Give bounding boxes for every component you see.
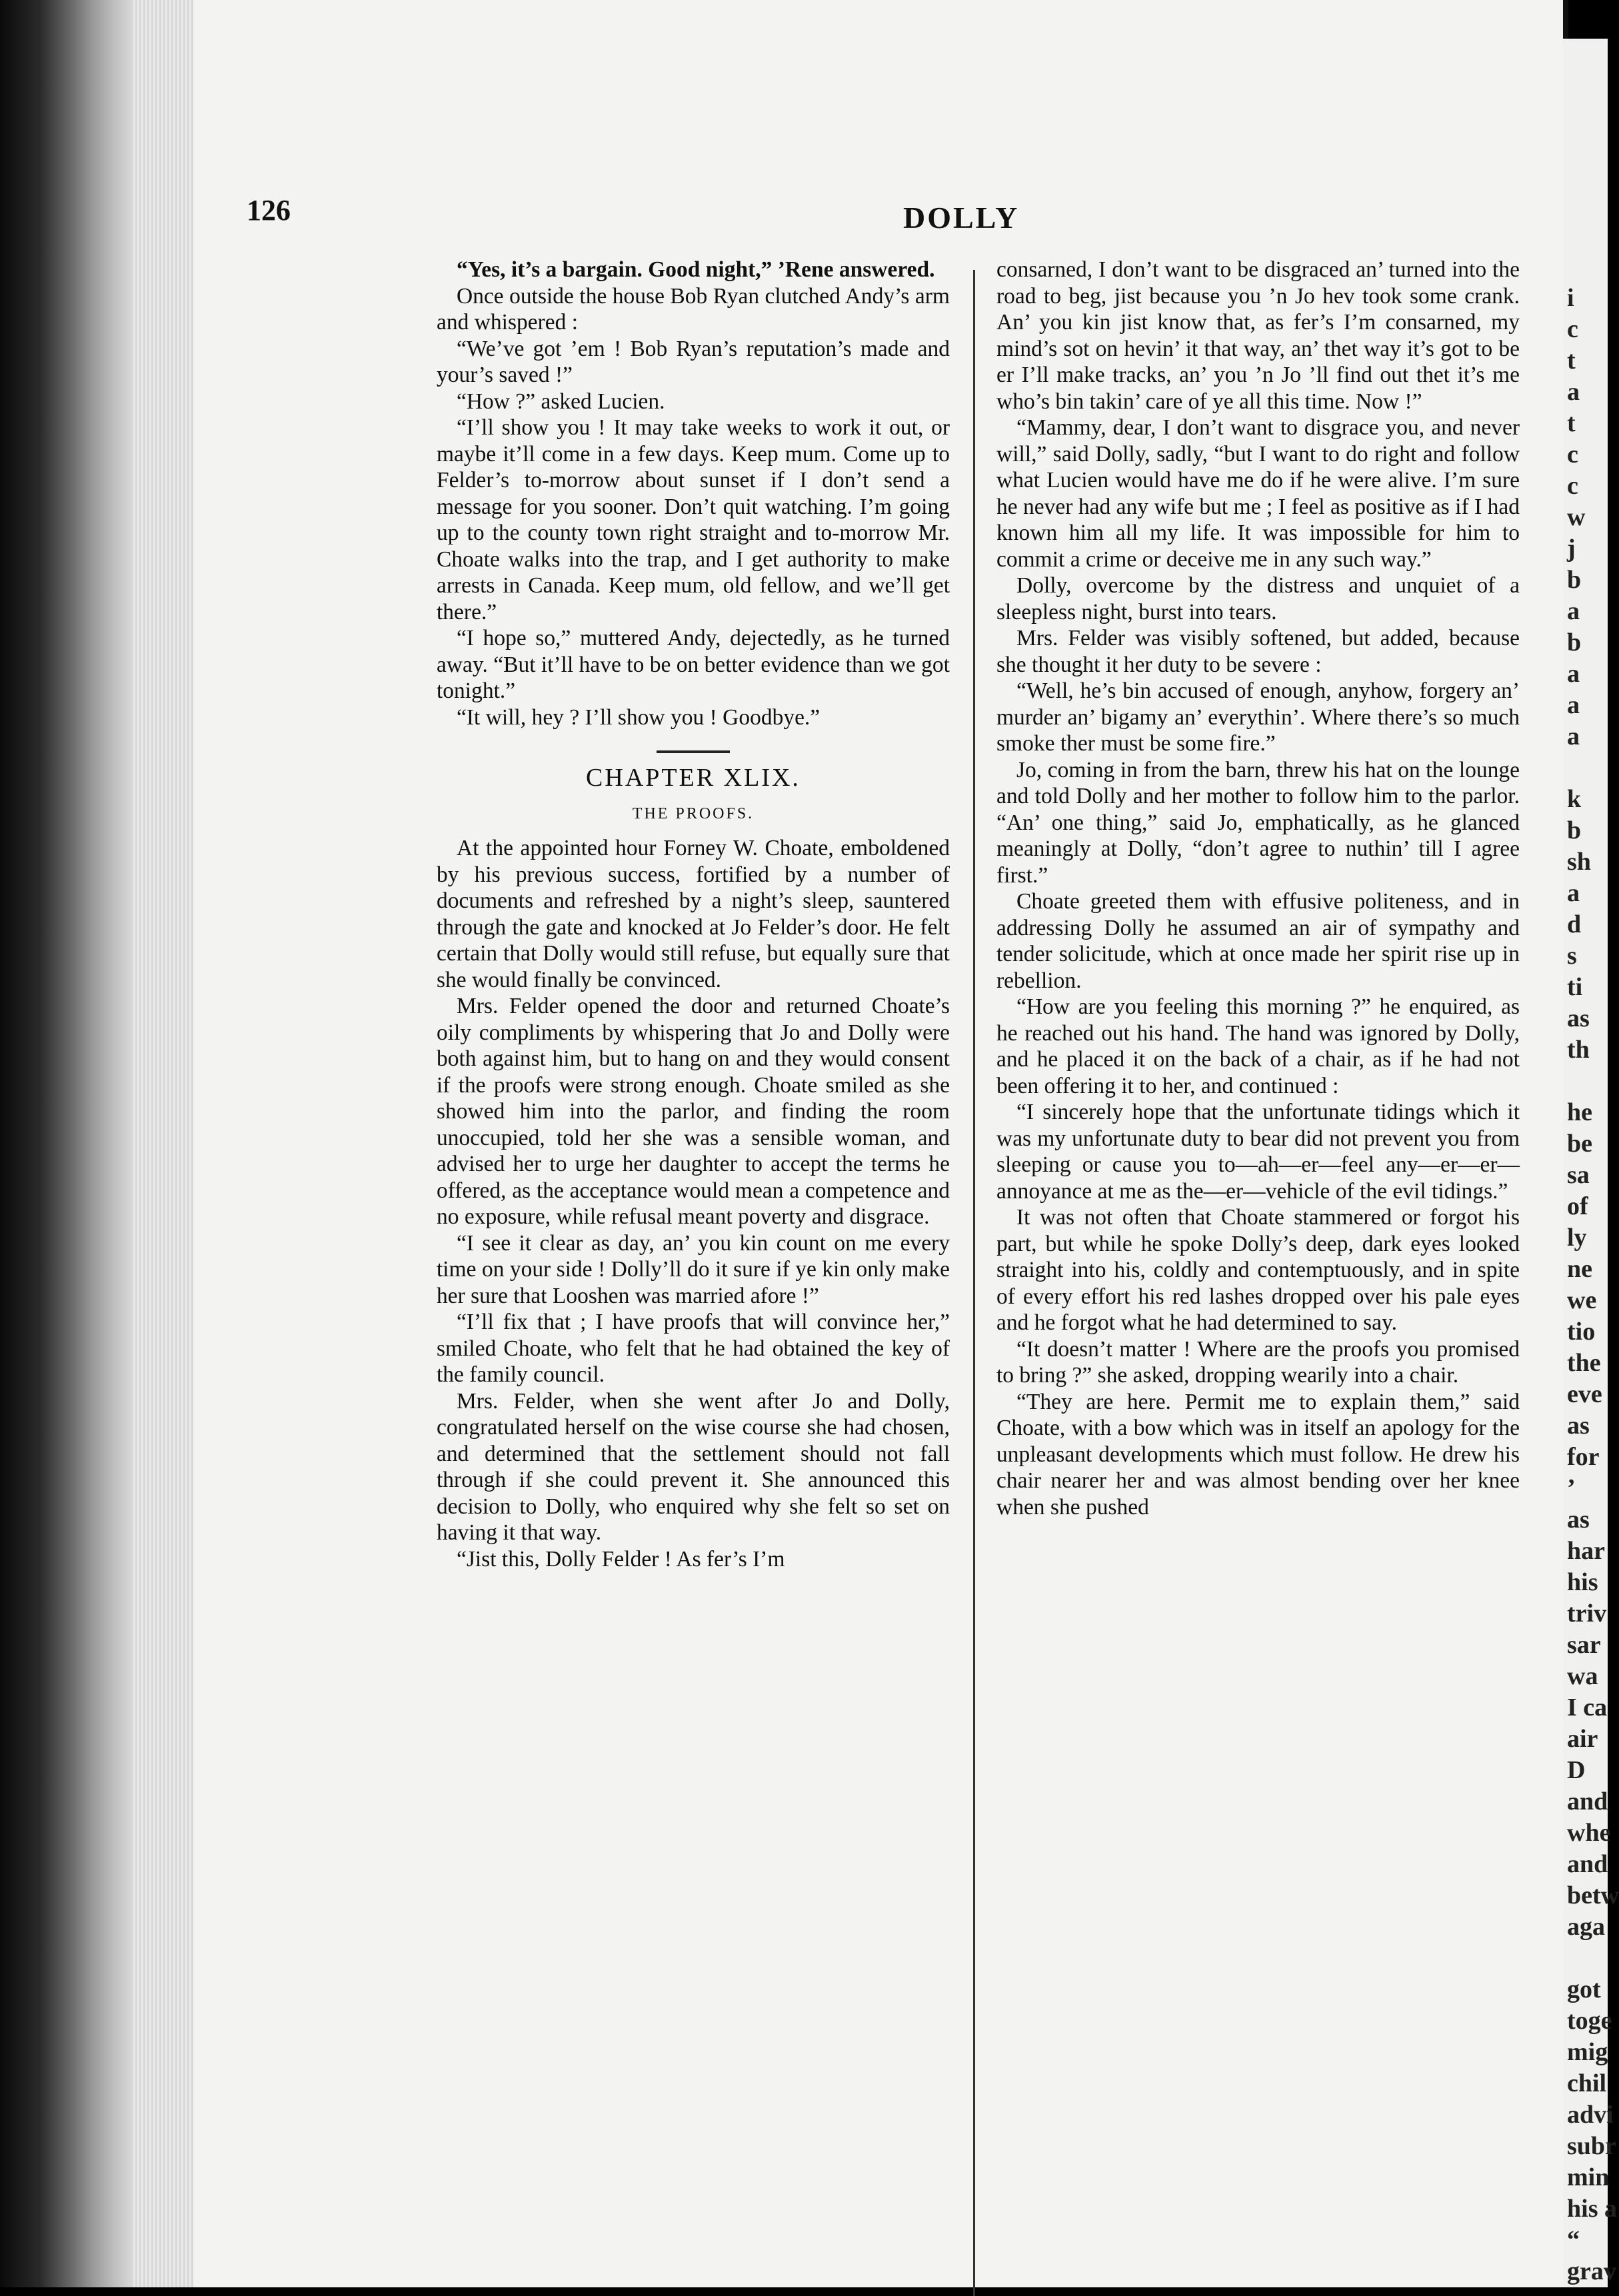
next-page-fragment: a xyxy=(1567,378,1580,406)
left-column xyxy=(437,257,950,1572)
next-page-fragment: a xyxy=(1567,691,1580,719)
next-page-fragment: ly xyxy=(1567,1224,1587,1252)
paragraph: Dolly, overcome by the distress and unquiet of a sleepless night, burst into tears. xyxy=(996,573,1520,624)
paragraph: Choate greeted them with effusive politeness, and in addressing Dolly he assumed an air of sympathy and tender solicitude, which at once made her spirit rise up in rebellion. xyxy=(996,889,1520,993)
next-page-fragment: i xyxy=(1567,284,1574,312)
paragraph: Mrs. Felder was visibly softened, but added, because she thought it her duty to be severe : xyxy=(996,626,1520,677)
next-page-fragment: sar xyxy=(1567,1631,1601,1659)
paragraph: “They are here. Permit me to explain them,” said Choate, with a bow which was in itself an apology for the unpleasant developments which must follow. He drew his chair nearer her and was almost bending over her knee when she pushed xyxy=(996,1389,1520,1520)
next-page-fragment: s xyxy=(1567,942,1577,970)
paragraph: Mrs. Felder opened the door and returned Choate’s oily compliments by whispering that Jo and Dolly were both against him, but to hang on and they would consent if the proofs were strong enough. Choate smiled as she showed him into the parlor, and finding the room unoccupied, told her she was a sensible woman, and advised her to urge her daughter to accept the terms he offered, as the acceptance would mean a competence and no exposure, while refusal meant poverty and disgrace. xyxy=(437,994,950,1229)
chapter-subtitle: THE PROOFS. xyxy=(632,804,755,822)
next-page-fragment: aga xyxy=(1567,1913,1605,1941)
next-page-fragment: as xyxy=(1567,1004,1590,1032)
paragraph: “Yes, it’s a bargain. Good night,” ’Rene answered. xyxy=(457,257,935,282)
next-page-fragment: wa xyxy=(1567,1662,1598,1690)
column-rule xyxy=(973,270,975,2296)
next-page-fragment: c xyxy=(1567,472,1578,500)
next-page-fragment: the xyxy=(1567,1349,1601,1377)
paragraph: Mrs. Felder, when she went after Jo and Dolly, congratulated herself on the wise course she had chosen, and determined that the settlement should not fall through if she could prevent it. She announced this decision to Dolly, who enquired why she felt so set on having it that way. xyxy=(437,1388,950,1545)
next-page-fragment: a xyxy=(1567,660,1580,688)
next-page-fragment: D xyxy=(1567,1756,1586,1784)
paragraph: “Jist this, Dolly Felder ! As fer’s I’m xyxy=(457,1546,785,1572)
next-page-fragment: got xyxy=(1567,1975,1601,2003)
next-page-fragment: as xyxy=(1567,1506,1590,1534)
next-page-fragment: sh xyxy=(1567,848,1591,876)
next-page-fragment: betw xyxy=(1567,1881,1619,1909)
next-page-fragment: whe xyxy=(1567,1819,1611,1847)
next-page-fragment: eve xyxy=(1567,1380,1602,1408)
next-page-fragment: he xyxy=(1567,1098,1592,1126)
paragraph: “Mammy, dear, I don’t want to disgrace you, and never will,” said Dolly, sadly, “but I want to do right and follow what Lucien would have me do if he were alive. I’m sure he never had any wife but me ; I feel as positive as if I had known him all my life. It was impossible for him to commit a crime or deceive me in any such way.” xyxy=(996,415,1520,572)
running-title: DOLLY xyxy=(903,201,1020,235)
paragraph: “I’ll show you ! It may take weeks to work it out, or maybe it’ll come in a few days. Keep mum. Come up to Felder’s to-morrow about sunset if I don’t send a message for you sooner. Don’t quit watching. I’m going up to the county town right straight and to-morrow Mr. Choate walks into the trap, and I get authority to make arrests in Canada. Keep mum, old fellow, and we’ll get there.” xyxy=(437,415,950,624)
next-page-fragment: toge xyxy=(1567,2007,1612,2035)
next-page-fragment: and xyxy=(1567,1850,1608,1878)
paragraph: “How ?” asked Lucien. xyxy=(457,389,665,414)
next-page-fragment: and xyxy=(1567,1787,1608,1815)
next-page-fragment: har xyxy=(1567,1537,1605,1565)
next-page-fragment: c xyxy=(1567,315,1578,343)
next-page-fragment: th xyxy=(1567,1036,1590,1064)
next-page-fragment: ’ xyxy=(1567,1474,1576,1502)
next-page-fragment: air xyxy=(1567,1725,1598,1753)
next-page-fragment: a xyxy=(1567,879,1580,907)
next-page-fragment: grav xyxy=(1567,2257,1616,2285)
next-page-fragment: we xyxy=(1567,1286,1597,1314)
next-page-fragment: his xyxy=(1567,1568,1598,1596)
section-divider xyxy=(657,750,730,753)
next-page-fragment: triv xyxy=(1567,1600,1607,1628)
paragraph: Once outside the house Bob Ryan clutched Andy’s arm and whispered : xyxy=(437,283,950,335)
next-page-fragment: a xyxy=(1567,722,1580,750)
paragraph: “I hope so,” muttered Andy, dejectedly, as he turned away. “But it’ll have to be on better evidence than we got tonight.” xyxy=(437,626,950,703)
next-page-fragment: for xyxy=(1567,1443,1600,1471)
next-page-fragment: b xyxy=(1567,628,1582,656)
next-page-fragment: chil xyxy=(1567,2069,1607,2097)
paragraph: “I sincerely hope that the unfortunate tidings which it was my unfortunate duty to bear did not prevent you from sleeping or cause you to—ah—er—feel any—er—er—annoyance at me as the—er—vehicle of the evil tidings.” xyxy=(996,1100,1520,1204)
next-page-fragment: as xyxy=(1567,1412,1590,1440)
next-page-edge xyxy=(1563,39,1619,2287)
page-edges xyxy=(133,0,193,2287)
next-page-fragment: his a xyxy=(1567,2195,1617,2223)
book-spine xyxy=(0,0,133,2287)
paragraph: “We’ve got ’em ! Bob Ryan’s reputation’s made and your’s saved !” xyxy=(437,336,950,387)
next-page-fragment: advi xyxy=(1567,2101,1614,2129)
chapter-title: CHAPTER XLIX. xyxy=(586,764,801,792)
right-column xyxy=(996,257,1520,1520)
paragraph: “It will, hey ? I’ll show you ! Goodbye.” xyxy=(457,704,820,730)
next-page-fragment: ne xyxy=(1567,1255,1592,1283)
next-page-fragment: sa xyxy=(1567,1161,1590,1189)
paragraph: At the appointed hour Forney W. Choate, emboldened by his previous success, fortified by a number of documents and refreshed by a night’s sleep, sauntered through the gate and knocked at Jo Felder’s door. He felt certain that Dolly would still refuse, but equally sure that she would finally be convinced. xyxy=(437,836,950,992)
next-page-fragment: d xyxy=(1567,910,1582,938)
next-page-fragment: tio xyxy=(1567,1318,1596,1346)
paragraph: “I’ll fix that ; I have proofs that will convince her,” smiled Choate, who felt that he had obtained the key of the family council. xyxy=(437,1310,950,1387)
next-page-fragment: subr xyxy=(1567,2132,1616,2160)
next-page-fragment: w xyxy=(1567,503,1586,531)
paragraph: “Well, he’s bin accused of enough, anyhow, forgery an’ murder an’ bigamy an’ everythin’. Where there’s so much smoke ther must be some fire.” xyxy=(996,678,1520,756)
next-page-fragment: c xyxy=(1567,441,1578,469)
paragraph: “I see it clear as day, an’ you kin count on me every time on your side ! Dolly’ll do it sure if ye kin only make her sure that Looshen was married afore !” xyxy=(437,1230,950,1308)
next-page-fragment: a xyxy=(1567,597,1580,625)
next-page-fragment: “ xyxy=(1567,2226,1580,2254)
paragraph: It was not often that Choate stammered or forgot his part, but while he spoke Dolly’s deep, dark eyes looked straight into his, coldly and contemptuously, and in spite of every effort his red lashes dropped over his pale eyes and he forgot what he had determined to say. xyxy=(996,1205,1520,1335)
paragraph: “How are you feeling this morning ?” he enquired, as he reached out his hand. The hand was ignored by Dolly, and he placed it on the back of a chair, as if he had not been offering it to her, and continued : xyxy=(996,994,1520,1098)
next-page-fragment: be xyxy=(1567,1130,1592,1158)
next-page-fragment: of xyxy=(1567,1192,1588,1220)
next-page-fragment: min xyxy=(1567,2163,1610,2191)
next-page-fragment: ti xyxy=(1567,973,1583,1001)
next-page-fragment: j xyxy=(1567,535,1576,563)
paragraph: “It doesn’t matter ! Where are the proofs you promised to bring ?” she asked, dropping wearily into a chair. xyxy=(996,1336,1520,1388)
next-page-fragment: b xyxy=(1567,566,1582,594)
next-page-fragment: t xyxy=(1567,347,1576,375)
next-page-fragment: I ca xyxy=(1567,1694,1608,1722)
paragraph: Jo, coming in from the barn, threw his hat on the lounge and told Dolly and her mother to follow him to the parlor. “An’ one thing,” said Jo, emphatically, as he glanced meaningly at Dolly, “don’t agree to nuthin’ till I agree first.” xyxy=(996,757,1520,888)
next-page-fragment: t xyxy=(1567,409,1576,437)
paragraph: consarned, I don’t want to be disgraced an’ turned into the road to beg, jist because you ’n Jo hev took some crank. An’ you kin jist know that, as fer’s I’m consarned, my mind’s sot on hevin’ it that way, an’ thet way it’s got to be er I’ll make tracks, an’ you ’n Jo ’ll find out thet it’s me who’s bin takin’ care of ye all this time. Now !” xyxy=(996,257,1520,414)
next-page-fragment: mig xyxy=(1567,2038,1608,2066)
next-page-fragment: b xyxy=(1567,816,1582,844)
page-number: 126 xyxy=(247,194,291,227)
next-page-fragment: k xyxy=(1567,785,1582,813)
